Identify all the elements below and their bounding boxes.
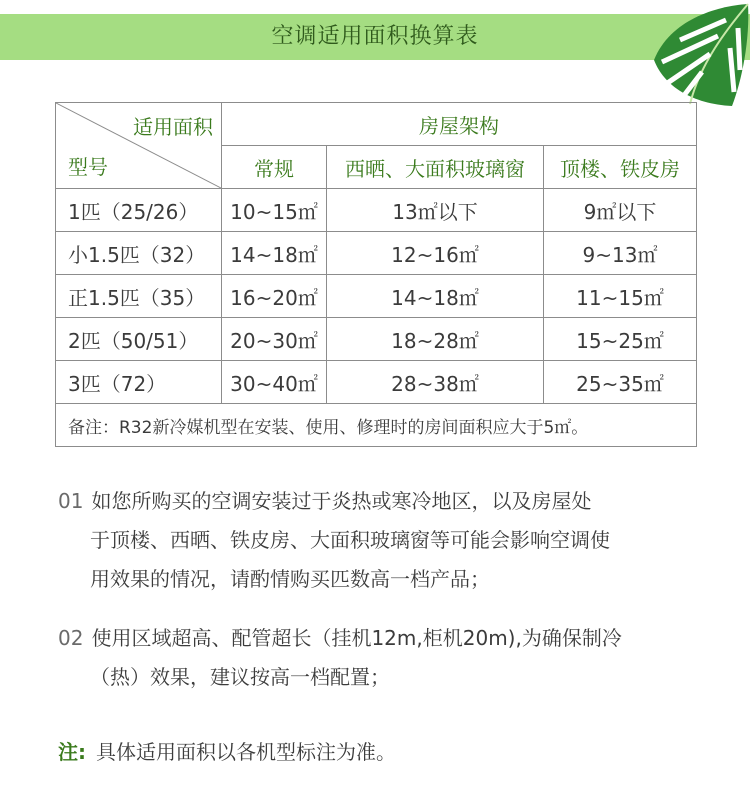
group-header: 房屋架构 bbox=[222, 103, 697, 146]
page-title: 空调适用面积换算表 bbox=[271, 24, 479, 49]
area-cell: 14~18㎡ bbox=[327, 275, 544, 318]
footer-label: 注: bbox=[58, 740, 86, 764]
note-number: 01 bbox=[58, 489, 84, 513]
table-row bbox=[56, 189, 697, 232]
model-cell: 2匹（50/51） bbox=[56, 318, 222, 361]
table-row bbox=[56, 275, 697, 318]
area-cell: 15~25㎡ bbox=[544, 318, 697, 361]
table-row bbox=[56, 232, 697, 275]
area-cell: 16~20㎡ bbox=[222, 275, 327, 318]
footer-note bbox=[58, 732, 396, 772]
monstera-leaf-icon bbox=[630, 0, 750, 110]
corner-top-label: 适用面积 bbox=[133, 115, 213, 139]
column-header: 顶楼、铁皮房 bbox=[544, 146, 697, 189]
column-header: 西晒、大面积玻璃窗 bbox=[327, 146, 544, 189]
table-corner-cell bbox=[56, 103, 222, 189]
area-cell: 9~13㎡ bbox=[544, 232, 697, 275]
note-item-01 bbox=[58, 482, 718, 599]
area-cell: 11~15㎡ bbox=[544, 275, 697, 318]
area-cell: 20~30㎡ bbox=[222, 318, 327, 361]
model-cell: 正1.5匹（35） bbox=[56, 275, 222, 318]
area-cell: 12~16㎡ bbox=[327, 232, 544, 275]
note-number: 02 bbox=[58, 626, 84, 650]
note-line: 用效果的情况，请酌情购买匹数高一档产品； bbox=[90, 567, 490, 591]
area-cell: 14~18㎡ bbox=[222, 232, 327, 275]
area-cell: 10~15㎡ bbox=[222, 189, 327, 232]
area-cell: 9㎡以下 bbox=[544, 189, 697, 232]
model-cell: 小1.5匹（32） bbox=[56, 232, 222, 275]
area-cell: 28~38㎡ bbox=[327, 361, 544, 404]
note-item-02 bbox=[58, 619, 718, 697]
footer-text: 具体适用面积以各机型标注为准。 bbox=[96, 740, 396, 764]
area-cell: 13㎡以下 bbox=[327, 189, 544, 232]
note-line: 使用区域超高、配管超长（挂机12m,柜机20m),为确保制冷 bbox=[91, 626, 622, 650]
note-line: 如您所购买的空调安装过于炎热或寒冷地区，以及房屋处 bbox=[91, 489, 592, 513]
model-cell: 1匹（25/26） bbox=[56, 189, 222, 232]
model-cell: 3匹（72） bbox=[56, 361, 222, 404]
area-cell: 18~28㎡ bbox=[327, 318, 544, 361]
area-conversion-table bbox=[55, 102, 697, 447]
area-cell: 25~35㎡ bbox=[544, 361, 697, 404]
area-cell: 30~40㎡ bbox=[222, 361, 327, 404]
note-line: （热）效果，建议按高一档配置； bbox=[90, 665, 390, 689]
corner-bottom-label: 型号 bbox=[68, 155, 108, 179]
table-row bbox=[56, 361, 697, 404]
note-line: 于顶楼、西晒、铁皮房、大面积玻璃窗等可能会影响空调使 bbox=[90, 528, 610, 552]
table-note: 备注：R32新冷媒机型在安装、使用、修理时的房间面积应大于5㎡。 bbox=[56, 404, 697, 447]
table-row bbox=[56, 318, 697, 361]
column-header: 常规 bbox=[222, 146, 327, 189]
